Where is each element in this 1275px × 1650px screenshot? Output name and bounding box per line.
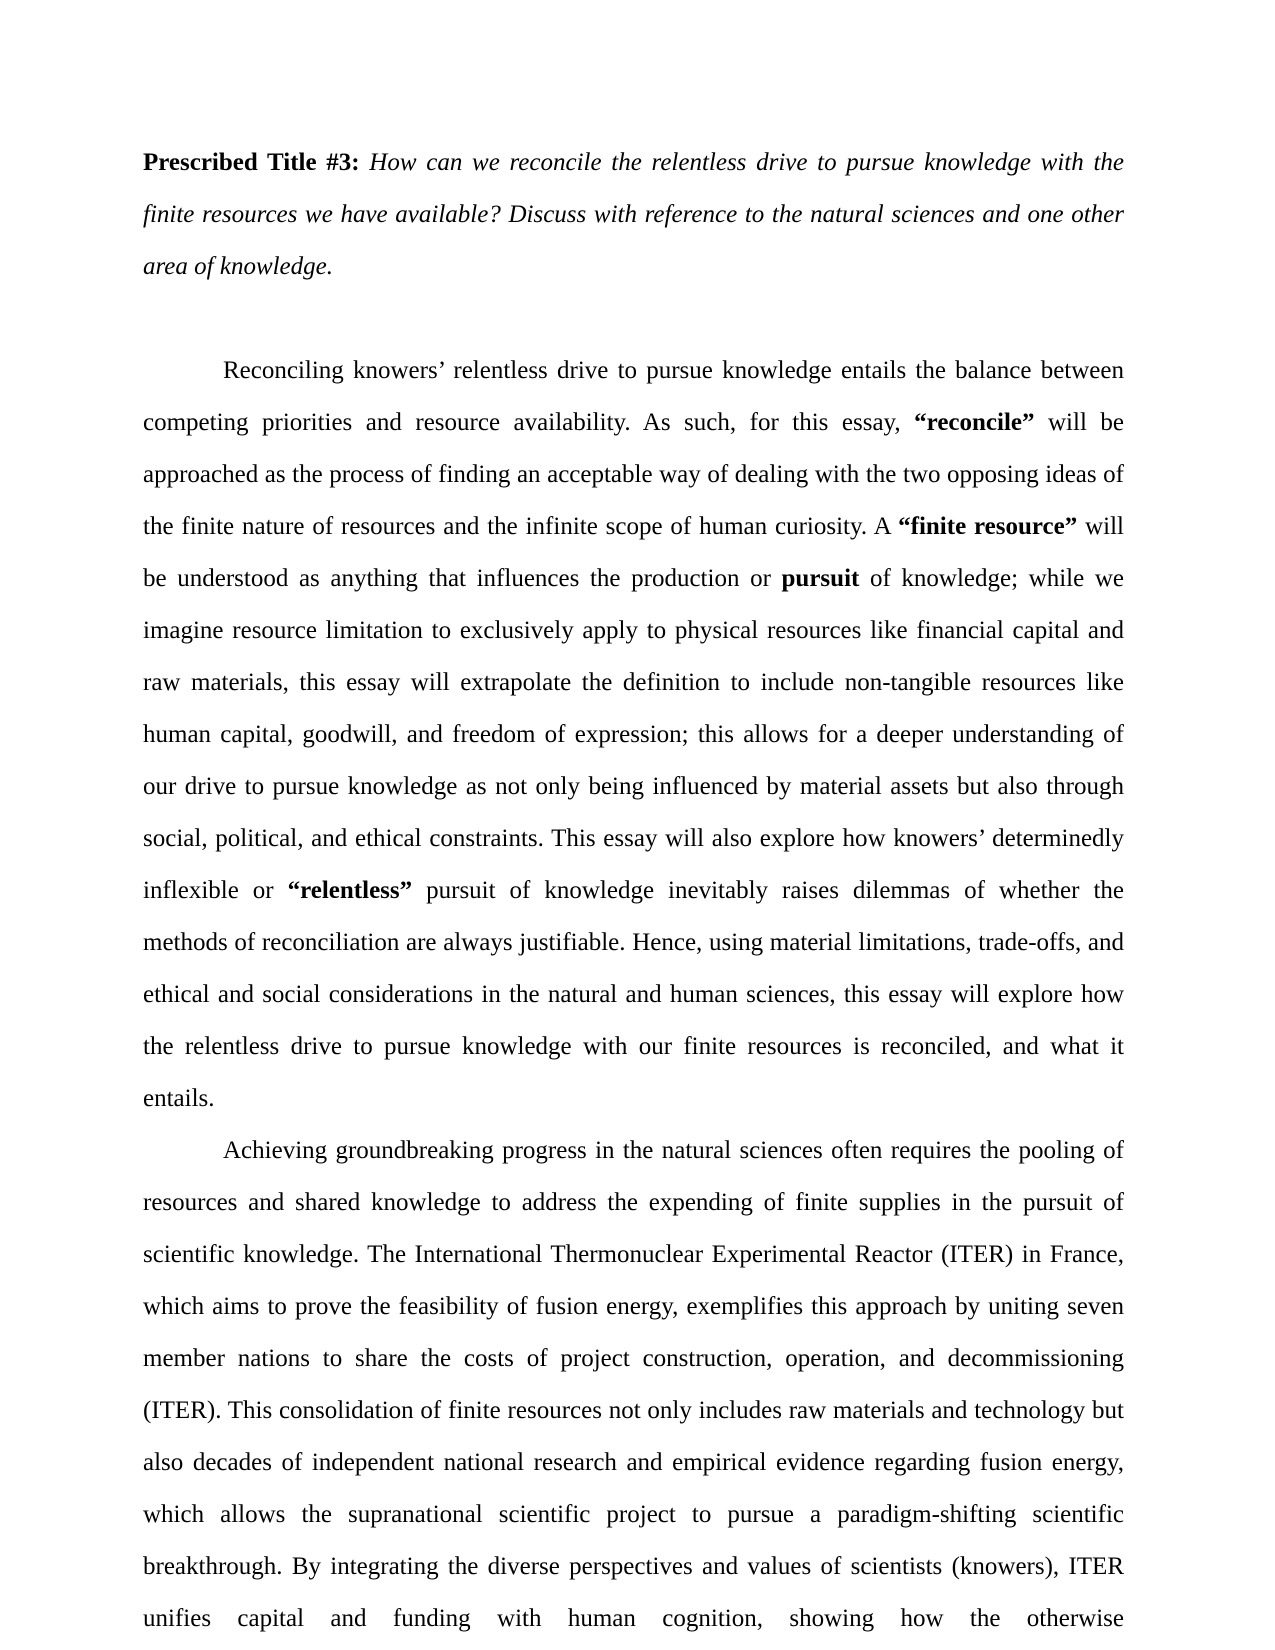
text-segment: Achieving groundbreaking progress in the natural sciences often requires the pooling of resources and shared knowledge to address the expending of finite supplies in the pursuit of scientific knowledge. The International Thermonuclear Experimental Reactor (ITER) in France, which aims to prove the feasibility of fusion energy, exemplifies this approach by uniting seven member nations to share the costs of project construction, operation, and decommissioning (ITER). This consolidation of finite resources not only includes raw materials and technology but also decades of independent national research and empirical evidence regarding fusion energy, which allows the supranational scientific project to pursue a paradigm-shifting scientific breakthrough. By integrating the diverse perspectives and values of scientists (knowers), ITER unifies capital and funding with human cognition, showing how the otherwise	[143, 1137, 1124, 1632]
text-segment: Reconciling knowers’ relentless drive to pursue knowledge entails the balance between competing priorities and resource availability. As such, for this essay,	[143, 357, 1124, 436]
bold-text-segment: “finite resource”	[898, 513, 1078, 540]
title-label: Prescribed Title #3:	[143, 149, 360, 176]
paragraph	[143, 1125, 1124, 1645]
essay-title	[143, 137, 1124, 293]
essay-body	[143, 345, 1124, 1645]
text-segment: of knowledge; while we imagine resource limitation to exclusively apply to physical resources like financial capital and raw materials, this essay will extrapolate the definition to include non-tangible resources like human capital, goodwill, and freedom of expression; this allows for a deeper understanding of our drive to pursue knowledge as not only being influenced by material assets but also through social, political, and ethical constraints. This essay will also explore how knowers’ determinedly inflexible or	[143, 565, 1124, 904]
bold-text-segment: “relentless”	[287, 877, 413, 904]
bold-text-segment: “reconcile”	[914, 409, 1035, 436]
text-segment: will be understood as anything that influences the production or	[143, 513, 1124, 592]
text-segment: pursuit of knowledge inevitably raises dilemmas of whether the methods of reconciliation are always justifiable. Hence, using material limitations, trade-offs, and ethical and social considerations in the natural and human sciences, this essay will explore how the relentless drive to pursue knowledge with our finite resources is reconciled, and what it entails.	[143, 877, 1124, 1112]
paragraph	[143, 345, 1124, 1125]
bold-text-segment: pursuit	[781, 565, 860, 592]
title-question: How can we reconcile the relentless drive to pursue knowledge with the finite resources we have available? Discuss with reference to the natural sciences and one other area of knowledge.	[143, 149, 1124, 280]
text-segment: will be approached as the process of finding an acceptable way of dealing with the two opposing ideas of the finite nature of resources and the infinite scope of human curiosity. A	[143, 409, 1124, 540]
